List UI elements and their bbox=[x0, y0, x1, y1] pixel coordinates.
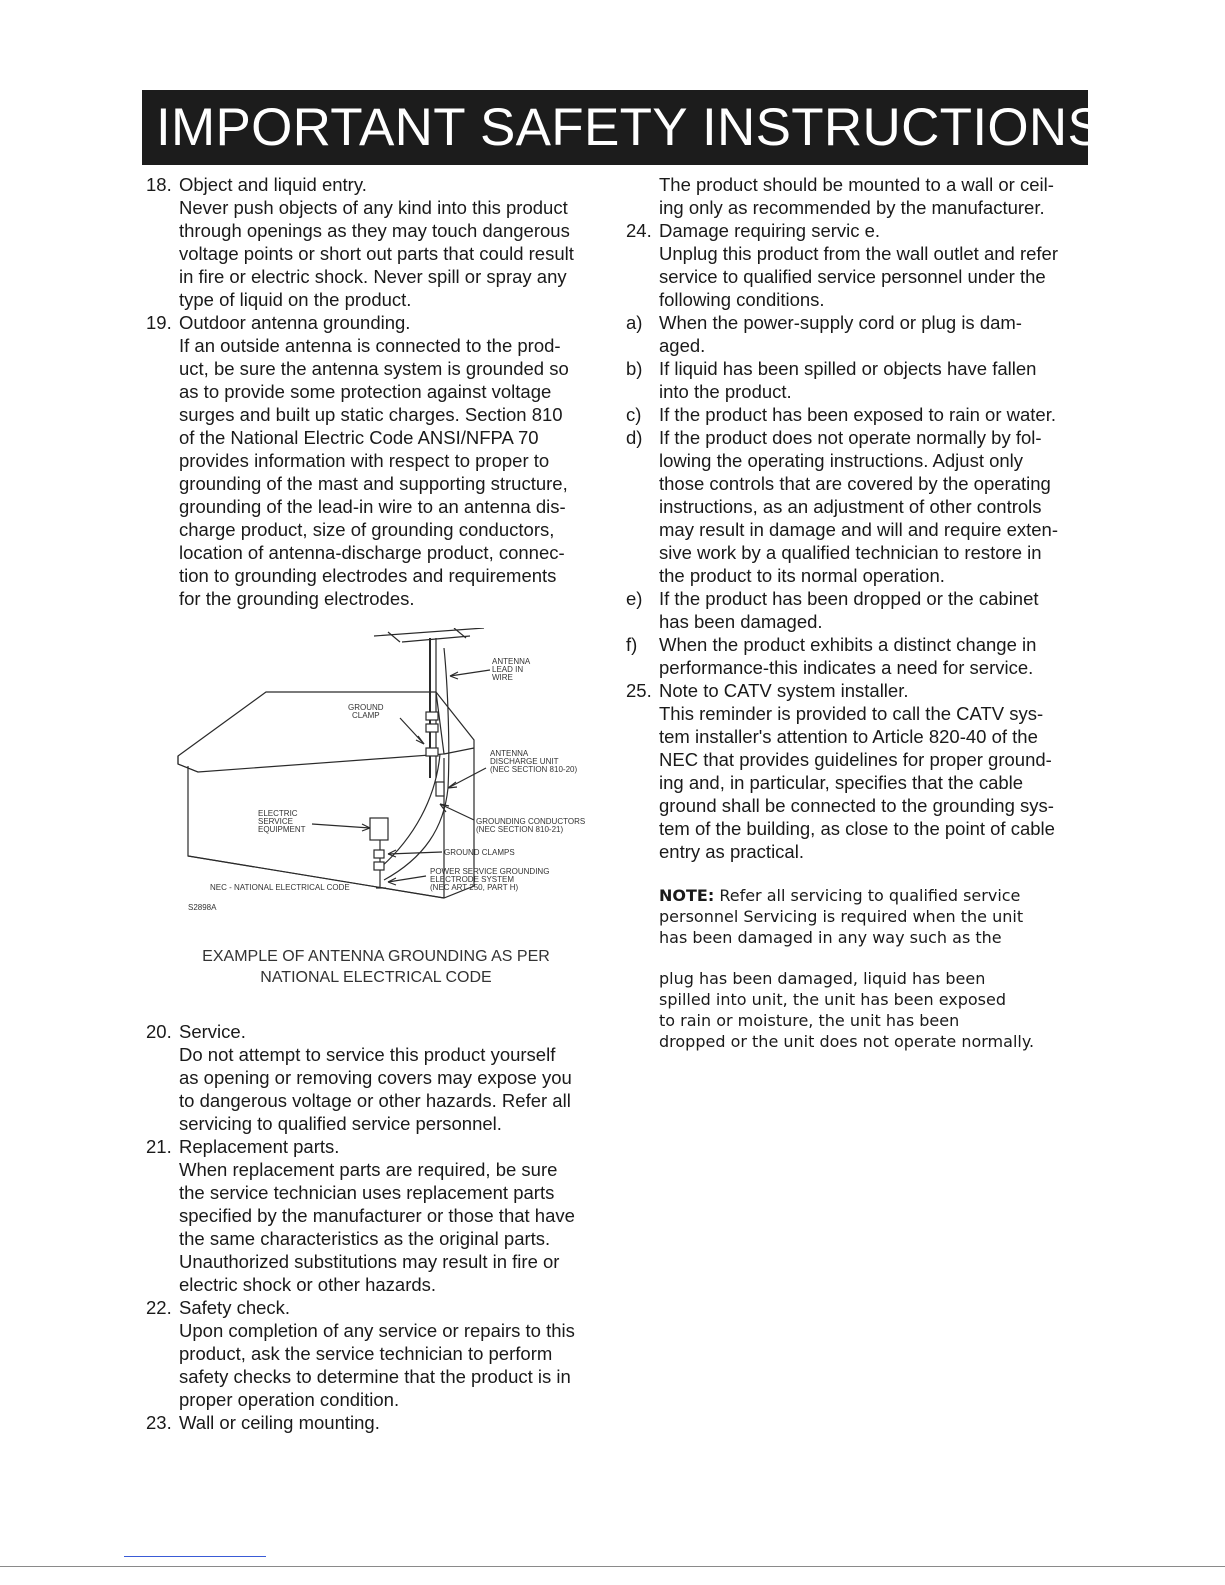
diagram-label: POWER SERVICE GROUNDING bbox=[430, 867, 550, 876]
sub-item-a bbox=[626, 311, 1096, 357]
diagram-label: (NEC SECTION 810-20) bbox=[490, 765, 578, 774]
item-21 bbox=[146, 1135, 606, 1296]
sub-item-letter: d) bbox=[626, 427, 643, 448]
item-text-line: performance-this indicates a need for service. bbox=[659, 657, 1034, 678]
sub-item-letter: e) bbox=[626, 588, 643, 609]
item-heading: Replacement parts. bbox=[179, 1136, 340, 1157]
item-number: 21. bbox=[146, 1136, 172, 1157]
item-text-line: NEC that provides guidelines for proper ground- bbox=[659, 749, 1052, 770]
diagram-label: ANTENNA bbox=[490, 749, 529, 758]
item-text-line: entry as practical. bbox=[659, 841, 804, 862]
item-text-line: When the product exhibits a distinct change in bbox=[659, 634, 1037, 655]
item-heading: Outdoor antenna grounding. bbox=[179, 312, 411, 333]
item-text-line: proper operation condition. bbox=[179, 1389, 400, 1410]
diagram-code: S2898A bbox=[188, 903, 217, 912]
item-number: 23. bbox=[146, 1412, 172, 1433]
diagram-label: CLAMP bbox=[352, 711, 380, 720]
item-23-continued bbox=[626, 173, 1096, 219]
sub-item-letter: b) bbox=[626, 358, 643, 379]
note-text-line: plug has been damaged, liquid has been bbox=[659, 969, 986, 988]
diagram-label: ELECTRIC bbox=[258, 809, 298, 818]
item-text-line: Unauthorized substitutions may result in fire or bbox=[179, 1251, 560, 1272]
note-text-line: to rain or moisture, the unit has been bbox=[659, 1011, 960, 1030]
item-number: 25. bbox=[626, 680, 652, 701]
item-text-line: specified by the manufacturer or those that have bbox=[179, 1205, 575, 1226]
sub-item-letter: f) bbox=[626, 634, 638, 655]
item-text-line: electric shock or other hazards. bbox=[179, 1274, 437, 1295]
diagram-label: EQUIPMENT bbox=[258, 825, 306, 834]
item-text-line: type of liquid on the product. bbox=[179, 289, 412, 310]
item-text-line: as opening or removing covers may expose you bbox=[179, 1067, 572, 1088]
item-text-line: Never push objects of any kind into this product bbox=[179, 197, 568, 218]
item-23 bbox=[146, 1411, 606, 1434]
item-19 bbox=[146, 311, 606, 610]
note-text: Refer all servicing to qualified service bbox=[714, 886, 1021, 905]
diagram-caption: NATIONAL ELECTRICAL CODE bbox=[260, 969, 492, 986]
item-text-line: ing only as recommended by the manufacturer. bbox=[659, 197, 1045, 218]
item-text-line: provides information with respect to proper to bbox=[179, 450, 550, 471]
item-number: 20. bbox=[146, 1021, 172, 1042]
diagram-caption: EXAMPLE OF ANTENNA GROUNDING AS PER bbox=[202, 948, 550, 965]
page-title-banner bbox=[142, 90, 1104, 165]
item-text-line: This reminder is provided to call the CATV sys- bbox=[659, 703, 1044, 724]
item-text-line: When the power-supply cord or plug is dam- bbox=[659, 312, 1022, 333]
note-text-line: personnel Servicing is required when the unit bbox=[659, 907, 1024, 926]
item-18 bbox=[146, 173, 606, 311]
item-text-line: service to qualified service personnel under the bbox=[659, 266, 1046, 287]
diagram-label: WIRE bbox=[492, 673, 513, 682]
item-text-line: the service technician uses replacement parts bbox=[179, 1182, 555, 1203]
sub-item-letter: a) bbox=[626, 312, 643, 333]
sub-item-e bbox=[626, 587, 1096, 633]
item-text-line: Unplug this product from the wall outlet and refer bbox=[659, 243, 1058, 264]
diagram-label: DISCHARGE UNIT bbox=[490, 757, 559, 766]
item-text-line: tem of the building, as close to the point of cable bbox=[659, 818, 1055, 839]
item-text-line: sive work by a qualified technician to restore in bbox=[659, 542, 1042, 563]
item-24 bbox=[626, 219, 1096, 311]
item-text-line: following conditions. bbox=[659, 289, 825, 310]
item-text-line: instructions, as an adjustment of other controls bbox=[659, 496, 1042, 517]
item-number: 22. bbox=[146, 1297, 172, 1318]
item-text-line: grounding of the mast and supporting structure, bbox=[179, 473, 568, 494]
item-text-line: as to provide some protection against voltage bbox=[179, 381, 552, 402]
right-column bbox=[626, 173, 1096, 1052]
sub-item-c bbox=[626, 403, 1096, 426]
item-heading: Object and liquid entry. bbox=[179, 174, 367, 195]
item-text-line: in fire or electric shock. Never spill or spray any bbox=[179, 266, 567, 287]
note-text-line: spilled into unit, the unit has been exposed bbox=[659, 990, 1006, 1009]
item-text-line: If the product does not operate normally by fol- bbox=[659, 427, 1042, 448]
item-text-line: has been damaged. bbox=[659, 611, 823, 632]
item-25 bbox=[626, 679, 1096, 863]
diagram-label: (NEC ART 250, PART H) bbox=[430, 883, 519, 892]
item-number: 19. bbox=[146, 312, 172, 333]
item-text-line: into the product. bbox=[659, 381, 792, 402]
sub-item-f bbox=[626, 633, 1096, 679]
diagram-label: LEAD IN bbox=[492, 665, 524, 674]
item-text-line: for the grounding electrodes. bbox=[179, 588, 415, 609]
antenna-grounding-diagram bbox=[146, 610, 606, 1020]
item-number: 24. bbox=[626, 220, 652, 241]
item-text-line: lowing the operating instructions. Adjust only bbox=[659, 450, 1024, 471]
item-text-line: ground shall be connected to the grounding sys- bbox=[659, 795, 1054, 816]
item-text-line: of the National Electric Code ANSI/NFPA 70 bbox=[179, 427, 539, 448]
item-text-line: The product should be mounted to a wall or ceil- bbox=[659, 174, 1054, 195]
item-text-line: surges and built up static charges. Section 810 bbox=[179, 404, 563, 425]
sub-item-b bbox=[626, 357, 1096, 403]
item-text-line: If an outside antenna is connected to the prod- bbox=[179, 335, 561, 356]
diagram-label: GROUND CLAMPS bbox=[444, 848, 515, 857]
diagram-label: ANTENNA bbox=[492, 657, 531, 666]
item-heading: Safety check. bbox=[179, 1297, 291, 1318]
note-text-line: has been damaged in any way such as the bbox=[659, 928, 1002, 947]
item-number: 18. bbox=[146, 174, 172, 195]
diagram-label: SERVICE bbox=[258, 817, 293, 826]
item-text-line: location of antenna-discharge product, connec- bbox=[179, 542, 565, 563]
left-column bbox=[146, 173, 606, 1434]
item-text-line: those controls that are covered by the operating bbox=[659, 473, 1051, 494]
item-text-line: uct, be sure the antenna system is grounded so bbox=[179, 358, 569, 379]
footer-divider bbox=[0, 1566, 1225, 1567]
diagram-label: (NEC SECTION 810-21) bbox=[476, 825, 564, 834]
item-text-line: tion to grounding electrodes and requirements bbox=[179, 565, 557, 586]
item-20 bbox=[146, 1020, 606, 1135]
item-text-line: If the product has been dropped or the cabinet bbox=[659, 588, 1039, 609]
item-text-line: Do not attempt to service this product yourself bbox=[179, 1044, 556, 1065]
item-text-line: through openings as they may touch dangerous bbox=[179, 220, 570, 241]
item-text-line: product, ask the service technician to perform bbox=[179, 1343, 553, 1364]
item-text-line: charge product, size of grounding conductors, bbox=[179, 519, 555, 540]
sub-item-letter: c) bbox=[626, 404, 642, 425]
diagram-label: ELECTRODE SYSTEM bbox=[430, 875, 515, 884]
item-text-line: aged. bbox=[659, 335, 706, 356]
item-text-line: servicing to qualified service personnel. bbox=[179, 1113, 502, 1134]
item-text-line: the same characteristics as the original parts. bbox=[179, 1228, 551, 1249]
item-heading: Damage requiring servic e. bbox=[659, 220, 881, 241]
item-text-line: may result in damage and will and require exten- bbox=[659, 519, 1058, 540]
item-heading: Wall or ceiling mounting. bbox=[179, 1412, 380, 1433]
note-label: NOTE: bbox=[659, 886, 715, 905]
item-text-line: tem installer's attention to Article 820-40 of the bbox=[659, 726, 1038, 747]
diagram-label: GROUNDING CONDUCTORS bbox=[476, 817, 586, 826]
item-text-line: to dangerous voltage or other hazards. Refer all bbox=[179, 1090, 571, 1111]
page-title: IMPORTANT SAFETY INSTRUCTIONS bbox=[156, 98, 1104, 157]
footer-link-underline bbox=[124, 1556, 266, 1557]
item-heading: Note to CATV system installer. bbox=[659, 680, 909, 701]
item-text-line: If liquid has been spilled or objects have fallen bbox=[659, 358, 1037, 379]
item-22 bbox=[146, 1296, 606, 1411]
item-text-line: safety checks to determine that the product is in bbox=[179, 1366, 571, 1387]
item-heading: Service. bbox=[179, 1021, 246, 1042]
item-text-line: voltage points or short out parts that could result bbox=[179, 243, 574, 264]
item-text-line: If the product has been exposed to rain or water. bbox=[659, 404, 1056, 425]
note-text-line: dropped or the unit does not operate normally. bbox=[659, 1032, 1035, 1051]
item-text-line: Upon completion of any service or repairs to this bbox=[179, 1320, 575, 1341]
diagram-label: GROUND bbox=[348, 703, 384, 712]
item-text-line: ing and, in particular, specifies that the cable bbox=[659, 772, 1024, 793]
diagram-label: NEC - NATIONAL ELECTRICAL CODE bbox=[210, 883, 350, 892]
sub-item-d bbox=[626, 426, 1096, 587]
item-text-line: grounding of the lead-in wire to an antenna dis- bbox=[179, 496, 566, 517]
item-text-line: When replacement parts are required, be sure bbox=[179, 1159, 558, 1180]
item-text-line: the product to its normal operation. bbox=[659, 565, 945, 586]
service-note bbox=[626, 885, 1096, 1052]
antenna-grounding-illustration bbox=[174, 628, 594, 933]
